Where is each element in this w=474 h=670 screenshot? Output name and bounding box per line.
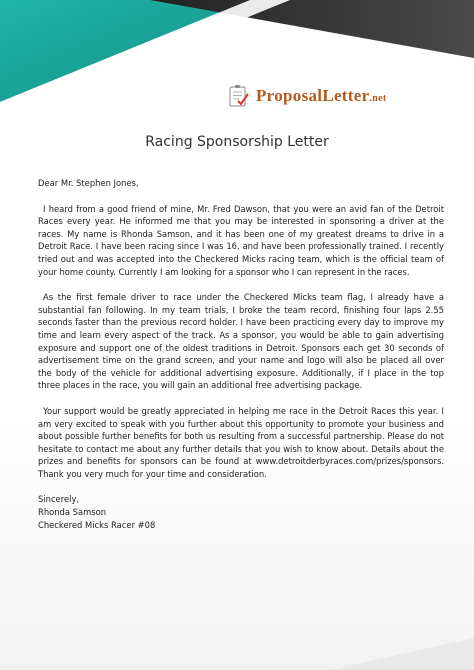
salutation: Dear Mr. Stephen Jones, [38,178,139,188]
paragraph-3: Your support would be greatly appreciated in helping me race in the Detroit Races this year. I am very excited to speak with you further about this opportunity to promote your business and about possible further benefits for both us resulting from a successful partnership. Please do not hesitate to contact me about any further details that you wish to know about. Details about the prizes and benefits for sponsors can be found at www.detroitderbyraces.com/prizes/sponsors. Thank you very much for your time and consideration. [38,405,444,479]
brand-name [256,86,386,106]
brand-name-main: ProposalLetter [256,86,370,105]
letter-closing [38,493,444,531]
letter-title: Racing Sponsorship Letter [145,134,329,150]
brand-name-suffix: .net [369,93,387,104]
valediction: Sincerely, [38,494,80,505]
checklist-icon [228,84,250,108]
brand-logo [228,80,386,112]
footer-decoration [0,630,474,670]
letter-body [38,177,444,531]
paragraph-2: As the first female driver to race under the Checkered Micks team flag, I already have a substantial fan following. In my team trials, I broke the team record, finishing four laps 2.55 seconds faster than the previous record holder. I have been practicing every day to improve my time and learn every aspect of the track. As a sponsor, you would be able to gain advertising exposure and support one of the oldest traditions in Detroit. Sponsors each get 30 seconds of advertisement time on the grand screen, and your name and logo will also be placed all over the body of the vehicle for additional advertising exposure. Additionally, if I place in the top three places in the race, you will gain an additional free advertising package. [38,292,444,391]
signer-role: Checkered Micks Racer #08 [38,519,156,530]
paragraph-1: I heard from a good friend of mine, Mr. Fred Dawson, that you were an avid fan of the Detroit Races every year. He informed me that you may be interested in sponsoring a driver at the races. My name is Rhonda Samson, and it has been one of my greatest dreams to drive in a Detroit Race. I have been racing since I was 16, and have been professionally trained. I recently tried out and was accepted into the Checkered Micks racing team, which is the official team of your home county. Currently I am looking for a sponsor who I can represent in the races. [38,203,444,277]
signer-name: Rhonda Samson [38,507,107,518]
